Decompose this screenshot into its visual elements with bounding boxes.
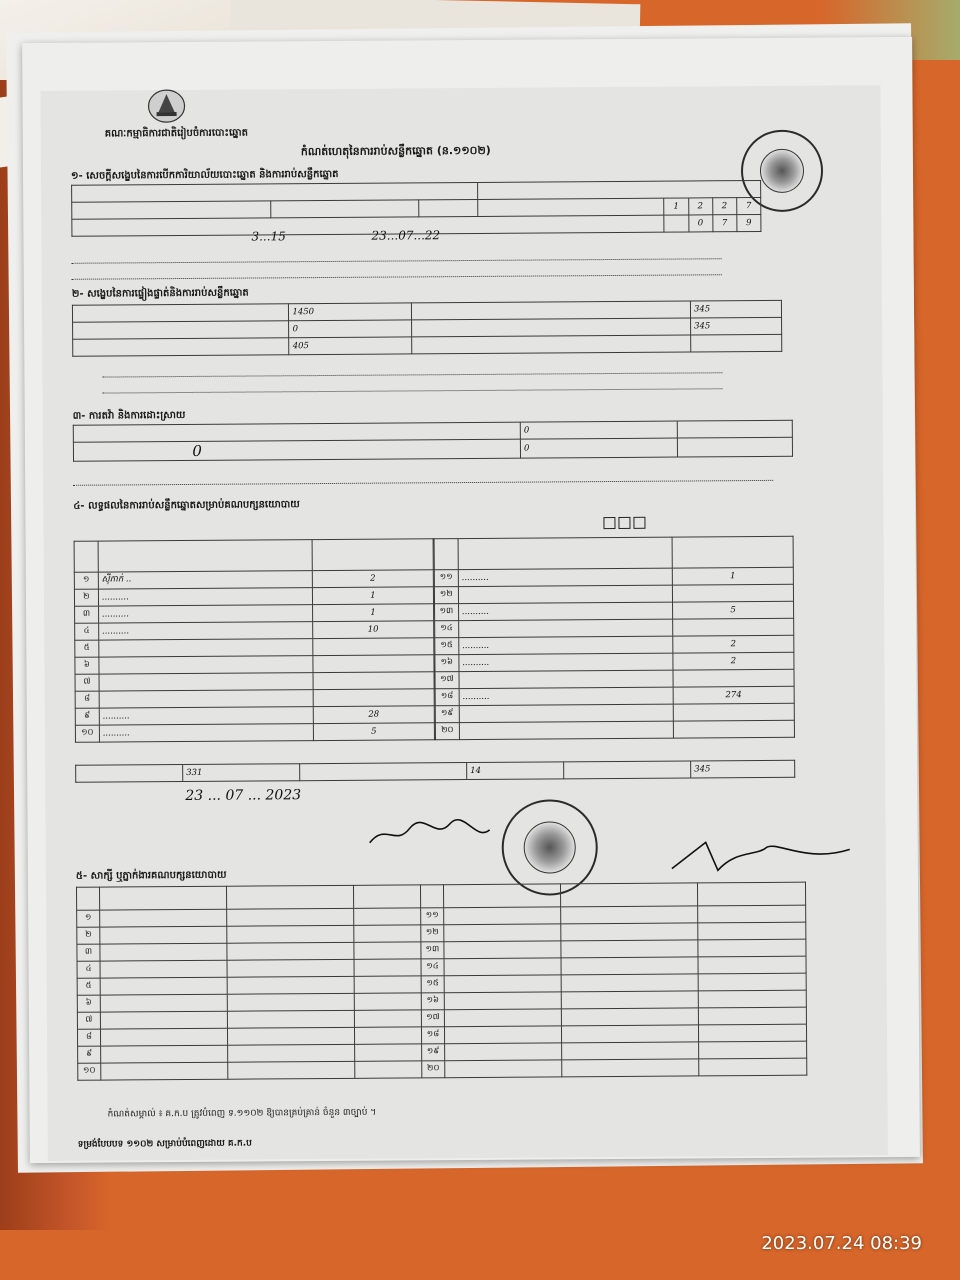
office-code2-1: 0 (688, 215, 712, 232)
complaints-count-1: 0 (520, 421, 677, 439)
open-date-hand: 23...07...22 (371, 228, 441, 243)
notes-line-5 (73, 480, 773, 486)
section-3-heading: ៣- ការតវ៉ា និងការដោះស្រាយ (72, 409, 186, 422)
office-code-2: 2 (688, 198, 712, 215)
office-code-3: 2 (712, 198, 736, 215)
official-stamp-bottom (501, 799, 598, 896)
party-row-18: ១៨ .......... 274 (435, 686, 794, 706)
invalid-total: 14 (467, 762, 564, 780)
notes-line-3 (102, 372, 722, 377)
ballot-count-table (72, 300, 782, 357)
valid-total: 331 (183, 764, 300, 782)
form-print-area (40, 85, 887, 1161)
party-row-10: ១០ .......... 5 (75, 723, 434, 743)
office-code2-3: 9 (737, 214, 761, 231)
party-row-11: ១១ .......... 1 (434, 567, 793, 587)
witness-table: ១ ១១ ២ ១២ ៣ ១៣ ៤ ១៤ ៥ ១៥ ៦ ១៦ ៧ ១៧ ៨ ១៨ ៩ ១៩ ១០ ២០ (76, 882, 807, 1081)
form-sheet (22, 37, 920, 1163)
count-total-voters: 345 (690, 300, 781, 318)
section-1-heading: ១- សេចក្តីសង្ខេបនៃការបើកការិយាល័យបោះឆ្នោត និងការរាប់សន្លឹកឆ្នោត (70, 168, 339, 182)
org-name: គណៈកម្មាធិការជាតិរៀបចំការបោះឆ្នោត (104, 127, 249, 140)
party-row-9: ៩ .......... 28 (75, 706, 434, 726)
totals-row (75, 760, 795, 783)
party-row-15: ១៥ .......... 2 (435, 635, 794, 655)
party-row-6: ៦ (75, 655, 434, 675)
party-row-19: ១៩ (435, 703, 794, 723)
grand-total: 345 (691, 760, 795, 778)
notes-line-2 (72, 274, 722, 280)
count-c: 405 (289, 337, 411, 355)
form-footer: ទម្រង់បែបបទ ១១០២ សម្រាប់បំពេញដោយ គ.ក.ប (77, 1138, 252, 1150)
party-row-13: ១៣ .......... 5 (435, 601, 794, 621)
section-4-heading: ៤- លទ្ធផលនៃការរាប់សន្លឹកឆ្នោតសម្រាប់គណបក្សនយោបាយ (73, 499, 300, 512)
section-5-heading: ៥- សាក្សី ឬភ្នាក់ងារគណបក្សនយោបាយ (75, 869, 227, 882)
count-b: 0 (289, 320, 411, 338)
party-row-7: ៧ (75, 672, 434, 692)
notes-line-1 (72, 258, 722, 264)
form-title: កំណត់ហេតុនៃការរាប់សន្លឹកឆ្នោត (ន.១១០២) (300, 143, 491, 159)
party-row-1: ១ ស៊ីភាក់ .. 2 (74, 570, 433, 590)
party-row-5: ៥ (75, 638, 434, 658)
party-row-2: ២ .......... 1 (74, 587, 433, 607)
emblem-icon (144, 86, 188, 126)
party-row-20: ២០ (435, 720, 794, 740)
party-options (603, 517, 645, 529)
party-row-8: ៨ (75, 689, 434, 709)
sign-date: 23 ... 07 ... 2023 (185, 787, 302, 804)
party-row-16: ១៦ .......... 2 (435, 652, 794, 672)
office-code2-2: 7 (712, 215, 736, 232)
office-code-1: 1 (664, 198, 688, 215)
party-row-17: ១៧ (435, 669, 794, 689)
open-time-hand: 3...15 (251, 229, 286, 244)
party-row-12: ១២ (434, 584, 793, 604)
complaints-count-3: 0 (520, 438, 677, 458)
party-row-4: ៤ .......... 10 (75, 621, 434, 641)
party-results-right (434, 536, 795, 741)
party-row-3: ៣ .......... 1 (75, 604, 434, 624)
photo-timestamp: 2023.07.24 08:39 (761, 1233, 922, 1254)
notes-line-4 (103, 388, 723, 393)
complaints-count-2: 0 (192, 441, 202, 460)
party-results-left (74, 538, 435, 743)
count-a: 1450 (289, 303, 411, 321)
office-code-4: 7 (737, 197, 761, 214)
section-2-heading: ២- សង្ខេបនៃការផ្ទៀងផ្ទាត់និងការរាប់សន្លឹកឆ្នោត (71, 287, 249, 300)
complaints-table (73, 420, 793, 462)
party-row-14: ១៤ (435, 618, 794, 638)
chair-signature (365, 812, 495, 853)
secretary-signature (666, 829, 856, 876)
footnote: កំណត់សម្គាល់ ៖ គ.ក.ប ត្រូវបំពេញ ទ.១១០២ ឱ្យបានគ្រប់គ្រាន់ ចំនួន ៣ច្បាប់ ។ (107, 1107, 377, 1120)
count-in-box: 345 (691, 317, 782, 335)
